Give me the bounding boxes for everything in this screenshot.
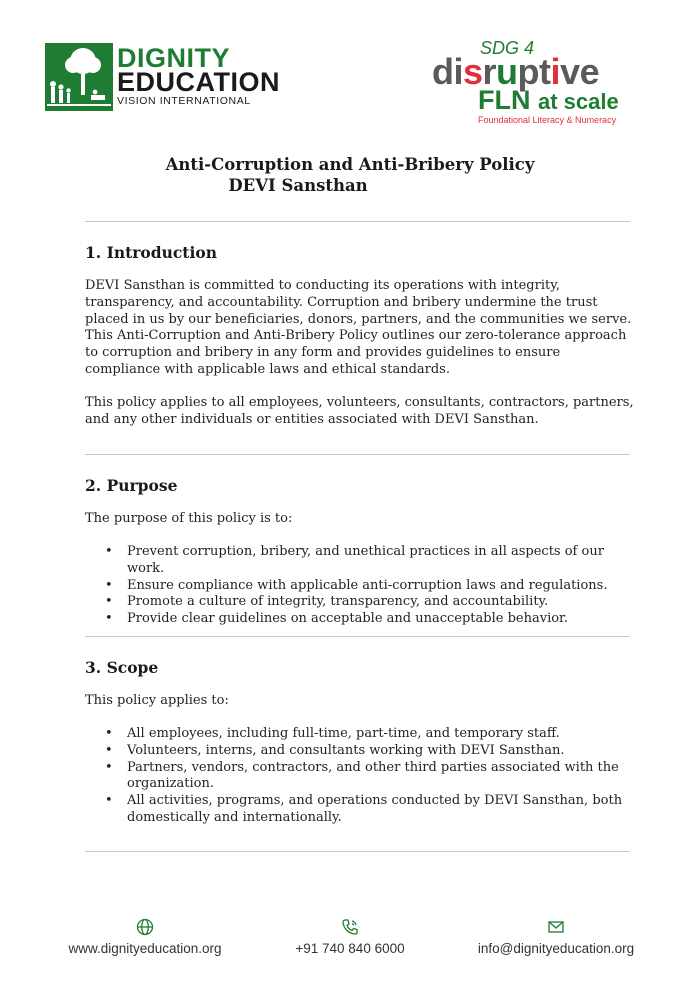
logo-line-vision: VISION INTERNATIONAL — [117, 95, 251, 107]
logo-line-dignity: DIGNITY — [117, 43, 231, 73]
logo-disruptive-part: r — [482, 51, 497, 92]
list-item: • Volunteers, interns, and consultants working with DEVI Sansthan. — [85, 743, 635, 760]
footer-email[interactable] — [470, 918, 642, 958]
footer-website[interactable] — [60, 918, 230, 958]
list-item: • Ensure compliance with applicable anti-corruption laws and regulations. — [85, 578, 635, 595]
section-heading-scope: 3. Scope — [85, 658, 159, 677]
logo-disruptive-part: t — [539, 51, 551, 92]
list-item: • Partners, vendors, contractors, and other third parties associated with the organization. — [85, 760, 635, 794]
logo-fln: FLN — [478, 85, 531, 115]
list-item: • Promote a culture of integrity, transparency, and accountability. — [85, 594, 635, 611]
logo-at-scale: at scale — [538, 89, 619, 114]
logo-disruptive-part: e — [579, 51, 600, 92]
scope-intro: This policy applies to: — [85, 693, 229, 708]
footer-website-text[interactable]: www.dignityeducation.org — [68, 941, 222, 956]
logo-line-education: EDUCATION — [117, 67, 280, 97]
footer-phone-text[interactable]: +91 740 840 6000 — [295, 941, 405, 956]
section-heading-purpose: 2. Purpose — [85, 476, 178, 495]
logo-disruptive-part: p — [517, 51, 540, 92]
logo-fln-at-scale — [478, 86, 619, 116]
purpose-list — [85, 544, 635, 628]
introduction-paragraph-2: This policy applies to all employees, volunteers, consultants, contractors, partners, and any other individuals or entities associated with DEVI Sansthan. — [85, 395, 634, 427]
logo-tagline: Foundational Literacy & Numeracy — [478, 115, 617, 125]
section-divider — [85, 221, 630, 222]
list-item: • Prevent corruption, bribery, and unethical practices in all aspects of our work. — [85, 544, 635, 578]
purpose-intro: The purpose of this policy is to: — [85, 511, 293, 526]
dignity-education-logo — [45, 43, 280, 113]
disruptive-fln-logo — [432, 40, 658, 128]
logo-disruptive-part: di — [432, 51, 463, 92]
list-item: • All employees, including full-time, part-time, and temporary staff. — [85, 726, 635, 743]
logo-sdg4: SDG 4 — [480, 38, 535, 58]
document-title: Anti-Corruption and Anti-Bribery Policy — [165, 155, 535, 174]
tree-family-emblem-icon — [45, 43, 113, 111]
logo-disruptive-part: i — [550, 51, 561, 92]
logo-disruptive-part: u — [496, 51, 518, 92]
section-divider — [85, 851, 630, 852]
footer-email-text[interactable]: info@dignityeducation.org — [477, 941, 635, 956]
section-divider — [85, 454, 630, 455]
phone-icon — [341, 918, 359, 936]
globe-icon — [136, 918, 154, 936]
document-subtitle: DEVI Sansthan — [228, 176, 368, 195]
logo-disruptive-part: s — [463, 51, 483, 92]
scope-list — [85, 726, 635, 827]
list-item: • All activities, programs, and operations conducted by DEVI Sansthan, both domestically and internationally. — [85, 793, 635, 827]
logo-disruptive-part: v — [560, 51, 580, 92]
envelope-icon — [547, 918, 565, 936]
section-heading-introduction: 1. Introduction — [85, 243, 217, 262]
footer-phone[interactable] — [280, 918, 420, 958]
introduction-paragraph-1: DEVI Sansthan is committed to conducting its operations with integrity, transparency, and accountability. Corruption and bribery undermine the trust placed in us by our beneficiaries, donors, partners, and the communities we serve. This Anti-Corruption and Anti-Bribery Policy outlines our zero-tolerance approach to corruption and bribery in any form and provides guidelines to ensure compliance with applicable laws and ethical standards. — [85, 278, 632, 377]
section-divider — [85, 636, 630, 637]
list-item: • Provide clear guidelines on acceptable and unacceptable behavior. — [85, 611, 635, 628]
